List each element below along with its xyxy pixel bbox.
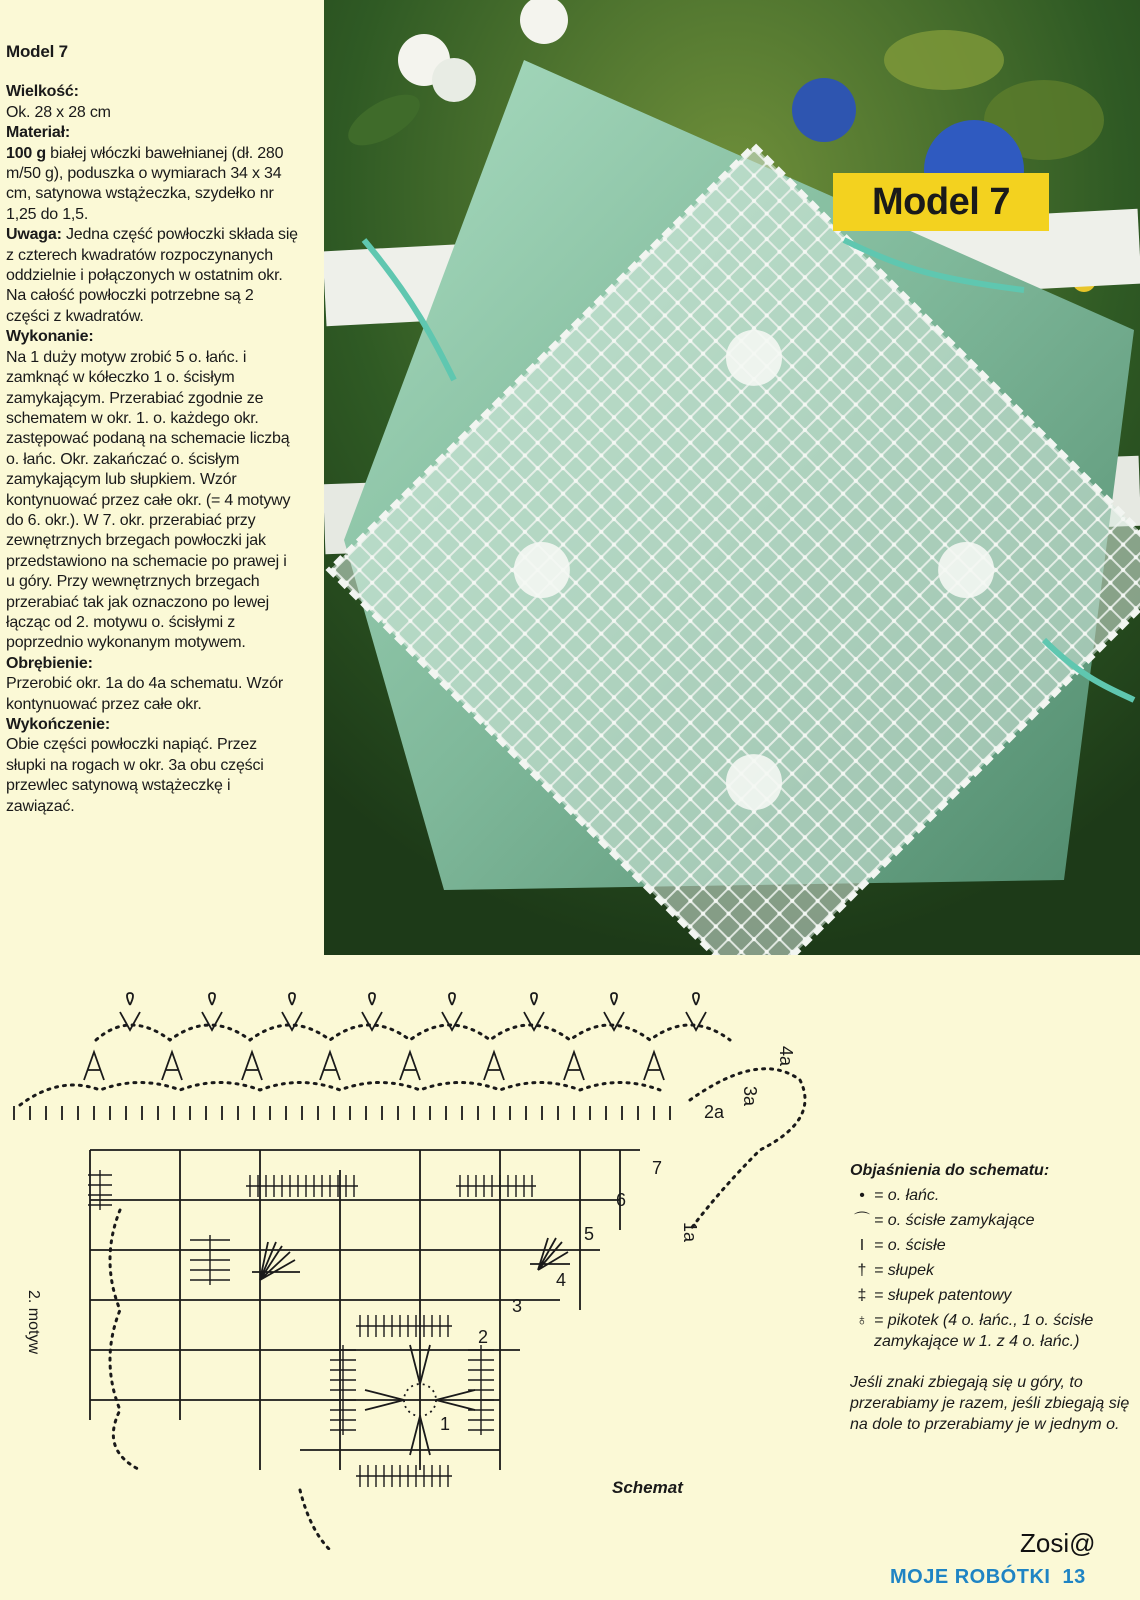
edge-heading: Obrębienie: <box>6 654 93 672</box>
material-paragraph <box>6 144 298 226</box>
slip-stitch-icon: ⌒ <box>853 1212 870 1229</box>
material-amount: 100 g <box>6 144 46 162</box>
fan-right <box>530 1238 570 1270</box>
instructions-column <box>6 42 298 817</box>
legend-item-chain <box>850 1185 1140 1206</box>
legend-text: = słupek patentowy <box>874 1287 1012 1304</box>
second-motif-label: 2. motyw <box>25 1290 42 1355</box>
schema-label: Schemat <box>612 1478 683 1497</box>
legend-item-picot <box>850 1310 1140 1352</box>
note-heading: Uwaga: <box>6 226 62 244</box>
finish-heading: Wykończenie: <box>6 716 110 733</box>
pillow-photo <box>324 0 1140 955</box>
legend-text: = o. łańc. <box>874 1187 940 1204</box>
legend-text: = o. ścisłe zamykające <box>874 1212 1035 1229</box>
note-paragraph <box>6 225 298 327</box>
row-number-6: 6 <box>616 1190 627 1210</box>
model-title: Model 7 <box>6 42 68 61</box>
legend-title: Objaśnienia do schematu: <box>850 1162 1050 1179</box>
row-number-1: 1 <box>440 1414 451 1434</box>
legend-note: Jeśli znaki zbiegają się u góry, to przerabiamy je razem, jeśli zbiegają się na dole to przerabiamy je w jednym o. <box>850 1374 1130 1433</box>
legend-text: = pikotek (4 o. łańc., 1 o. ścisłe zamykające w 1. z 4 o. łańc.) <box>874 1312 1094 1350</box>
treble-blocks <box>88 1170 536 1487</box>
work-text: Na 1 duży motyw zrobić 5 o. łańc. i zamknąć w kółeczko 1 o. ścisłym zamykającym. Przerabiać zgodnie ze schematem w okr. 1. o. każdego okr. zastępować podaną na schemacie liczbą o. łańc. Okr. zakańczać o. ścisłym zamykającym lub słupkiem. Wzór kontynuować przez całe okr. (= 4 motywy do 6. okr.). W 7. okr. przerabiać przy zewnętrznych brzegach powłoczki jak przedstawiono na schemacie po prawej i u góry. Przy wewnętrznych brzegach przerabiać tak jak oznaczono po lewej łącząc od 2. motywu o. ścisłymi z poprzednio wykonanym motywem. <box>6 348 291 652</box>
magazine-name: MOJE ROBÓTKI <box>890 1566 1051 1588</box>
row-number-4: 4 <box>556 1270 567 1290</box>
page-number: 13 <box>1062 1566 1086 1588</box>
material-heading: Materiał: <box>6 124 70 142</box>
mesh-grid <box>90 1150 640 1470</box>
schema-legend <box>850 1160 1140 1435</box>
cluster-row <box>84 1052 664 1080</box>
legend-item-single <box>850 1235 1140 1256</box>
legend-item-treble <box>850 1260 1140 1281</box>
legend-text: = o. ścisłe <box>874 1237 946 1254</box>
crochet-schema <box>0 990 840 1550</box>
page-footer <box>890 1566 1086 1589</box>
work-heading: Wykonanie: <box>6 328 94 346</box>
row-number-3a: 3a <box>740 1086 760 1107</box>
credit-signature: Zosi@ <box>1020 1528 1096 1558</box>
material-text: białej włóczki bawełnianej (dł. 280 m/50 g), poduszka o wymiarach 34 x 34 cm, satynowa wstążeczka, szydełko nr 1,25 do 1,5. <box>6 144 284 223</box>
row-number-5: 5 <box>584 1224 595 1244</box>
row-number-2: 2 <box>478 1327 489 1347</box>
note-text: Jedna część powłoczki składa się z czterech kwadratów rozpoczynanych oddzielnie i połączonych w ostatnim okr. Na całość powłoczki potrzebne są 2 części z kwadratów. <box>6 226 298 325</box>
edge-text: Przerobić okr. 1a do 4a schematu. Wzór kontynuować przez całe okr. <box>6 675 283 713</box>
single-crochet-icon: I <box>859 1237 865 1254</box>
picot-icon: ♁ <box>856 1312 868 1329</box>
treble-icon: † <box>857 1262 867 1279</box>
patent-treble-icon: ‡ <box>857 1287 867 1304</box>
row-number-7: 7 <box>652 1158 663 1178</box>
chain-stitch-icon: • <box>859 1187 865 1204</box>
row-number-1a: 1a <box>680 1222 700 1243</box>
row-number-2a: 2a <box>704 1102 725 1122</box>
size-text: Ok. 28 x 28 cm <box>6 103 111 121</box>
single-crochet-row <box>14 1106 670 1120</box>
chain-arcs <box>20 1025 805 1550</box>
finish-text: Obie części powłoczki napiąć. Przez słupki na rogach w okr. 3a obu części przewlec satynową wstążeczkę i zawiązać. <box>6 736 264 815</box>
legend-text: = słupek <box>874 1262 935 1279</box>
legend-item-patent <box>850 1285 1140 1306</box>
row-number-3: 3 <box>512 1296 523 1316</box>
row-number-4a: 4a <box>776 1046 796 1067</box>
size-heading: Wielkość: <box>6 83 79 101</box>
model-badge: Model 7 <box>833 173 1049 231</box>
pillow-photo-illustration <box>324 0 1140 955</box>
legend-item-slip <box>850 1210 1140 1231</box>
